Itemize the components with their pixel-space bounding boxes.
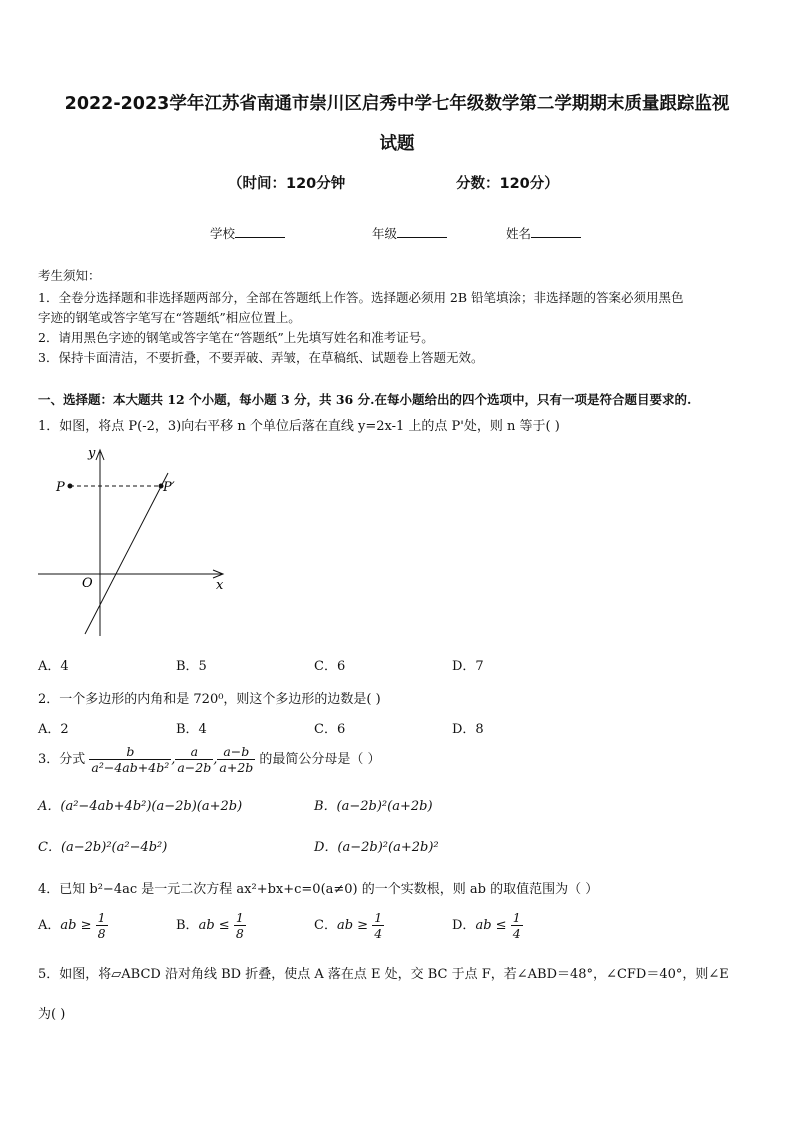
question-3-option-d[interactable]: D．(a−2b)²(a+2b)² — [314, 840, 439, 855]
question-2-option-d[interactable]: D．8 — [452, 722, 484, 737]
school-blank[interactable] — [235, 226, 285, 238]
question-1-option-b[interactable]: B．5 — [176, 659, 207, 674]
fraction-1: $\frac{b}{\text{a²−4ab+4b²}}$ — [91, 744, 170, 775]
question-1-option-d[interactable]: D．7 — [452, 659, 484, 674]
grade-blank[interactable] — [397, 226, 447, 238]
question-2-stem: 2．一个多边形的内角和是 720⁰，则这个多边形的边数是( ) — [38, 692, 381, 707]
line-y-2x-1 — [85, 473, 168, 634]
question-4-option-c[interactable]: C．ab ≥ $\frac{1}{4}$ — [314, 910, 383, 941]
exam-title-line1: 2022-2023学年江苏省南通市崇川区启秀中学七年级数学第二学期期末质量跟踪监视 — [64, 94, 730, 114]
question-2-option-b[interactable]: B．4 — [176, 722, 207, 737]
fraction: $\frac{1}{8}$ — [97, 910, 106, 941]
question-4-option-a[interactable]: A．ab ≥ $\frac{1}{8}$ — [38, 910, 106, 941]
note-item: 3．保持卡面清洁，不要折叠，不要弄破、弄皱，在草稿纸、试题卷上答题无效。 — [38, 350, 484, 365]
question-3-option-a[interactable]: A．(a²−4ab+4b²)(a−2b)(a+2b) — [38, 799, 243, 814]
notes-title: 考生须知： — [38, 268, 101, 283]
fraction: $\frac{1}{4}$ — [374, 910, 383, 941]
question-3-option-c[interactable]: C．(a−2b)²(a²−4b²) — [38, 840, 168, 855]
name-blank[interactable] — [531, 226, 581, 238]
question-3-suffix: 的最简公分母是（ ） — [259, 752, 381, 767]
note-item: 1．全卷分选择题和非选择题两部分，全部在答题纸上作答。选择题必须用 2B 铅笔填涂；非选择题的答案必须用黑色 — [38, 290, 684, 305]
x-axis-label: x — [216, 578, 224, 593]
question-1-stem: 1．如图，将点 P(-2，3)向右平移 n 个单位后落在直线 y=2x-1 上的点 P'处，则 n 等于( ) — [38, 419, 560, 434]
point-p — [68, 484, 73, 489]
question-4-stem: 4．已知 b²−4ac 是一元二次方程 ax²+bx+c=0(a≠0) 的一个实数根，则 ab 的取值范围为（ ） — [38, 882, 599, 897]
question-5-stem-line2: 为( ) — [38, 1007, 66, 1022]
question-5-stem-line1: 5．如图，将▱ABCD 沿对角线 BD 折叠，使点 A 落在点 E 处，交 BC 于点 F，若∠ABD＝48°，∠CFD＝40°，则∠E — [38, 967, 729, 982]
fraction: $\frac{1}{8}$ — [235, 910, 244, 941]
question-2-option-c[interactable]: C．6 — [314, 722, 346, 737]
grade-label: 年级 — [372, 226, 398, 241]
grade-field[interactable] — [372, 224, 447, 242]
fraction-3: $\frac{a-b}{a+2b}$ — [219, 744, 254, 775]
question-1-option-a[interactable]: A．4 — [38, 659, 69, 674]
question-4-option-b[interactable]: B．ab ≤ $\frac{1}{8}$ — [176, 910, 244, 941]
note-item: 2．请用黑色字迹的钢笔或答字笔在“答题纸”上先填写姓名和准考证号。 — [38, 330, 434, 345]
name-field[interactable] — [506, 224, 581, 242]
origin-label: O — [82, 576, 93, 591]
section-choice-heading: 一、选择题：本大题共 12 个小题，每小题 3 分，共 36 分.在每小题给出的四个选项中，只有一项是符合题目要求的. — [38, 392, 692, 407]
school-field[interactable] — [210, 224, 285, 242]
y-axis-label: y — [88, 446, 96, 461]
fraction-2: $\frac{a}{a-2b}$ — [177, 744, 212, 775]
point-p-prime-label: P′ — [163, 480, 175, 495]
exam-title-line2: 试题 — [379, 134, 415, 154]
exam-score: 分数：120分） — [456, 176, 559, 192]
question-3-option-b[interactable]: B．(a−2b)²(a+2b) — [314, 799, 433, 814]
question-1-option-c[interactable]: C．6 — [314, 659, 346, 674]
question-3-prefix: 3．分式 — [38, 752, 86, 767]
question-1-figure — [36, 440, 236, 645]
name-label: 姓名 — [506, 226, 532, 241]
question-2-option-a[interactable]: A．2 — [38, 722, 69, 737]
point-p-label: P — [56, 480, 65, 495]
exam-time: （时间：120分钟 — [228, 176, 346, 192]
note-item: 字迹的钢笔或答字笔写在“答题纸”相应位置上。 — [38, 310, 301, 325]
question-4-option-d[interactable]: D．ab ≤ $\frac{1}{4}$ — [452, 910, 521, 941]
school-label: 学校 — [210, 226, 236, 241]
question-3-stem: 3．分式 $\frac{b}{\text{a²−4ab+4b²}}$ , $\frac{a}{a-2b}$ , $\frac{a-b}{a+2b}$ 的最简公分母是（ ） — [38, 744, 381, 775]
fraction: $\frac{1}{4}$ — [512, 910, 521, 941]
